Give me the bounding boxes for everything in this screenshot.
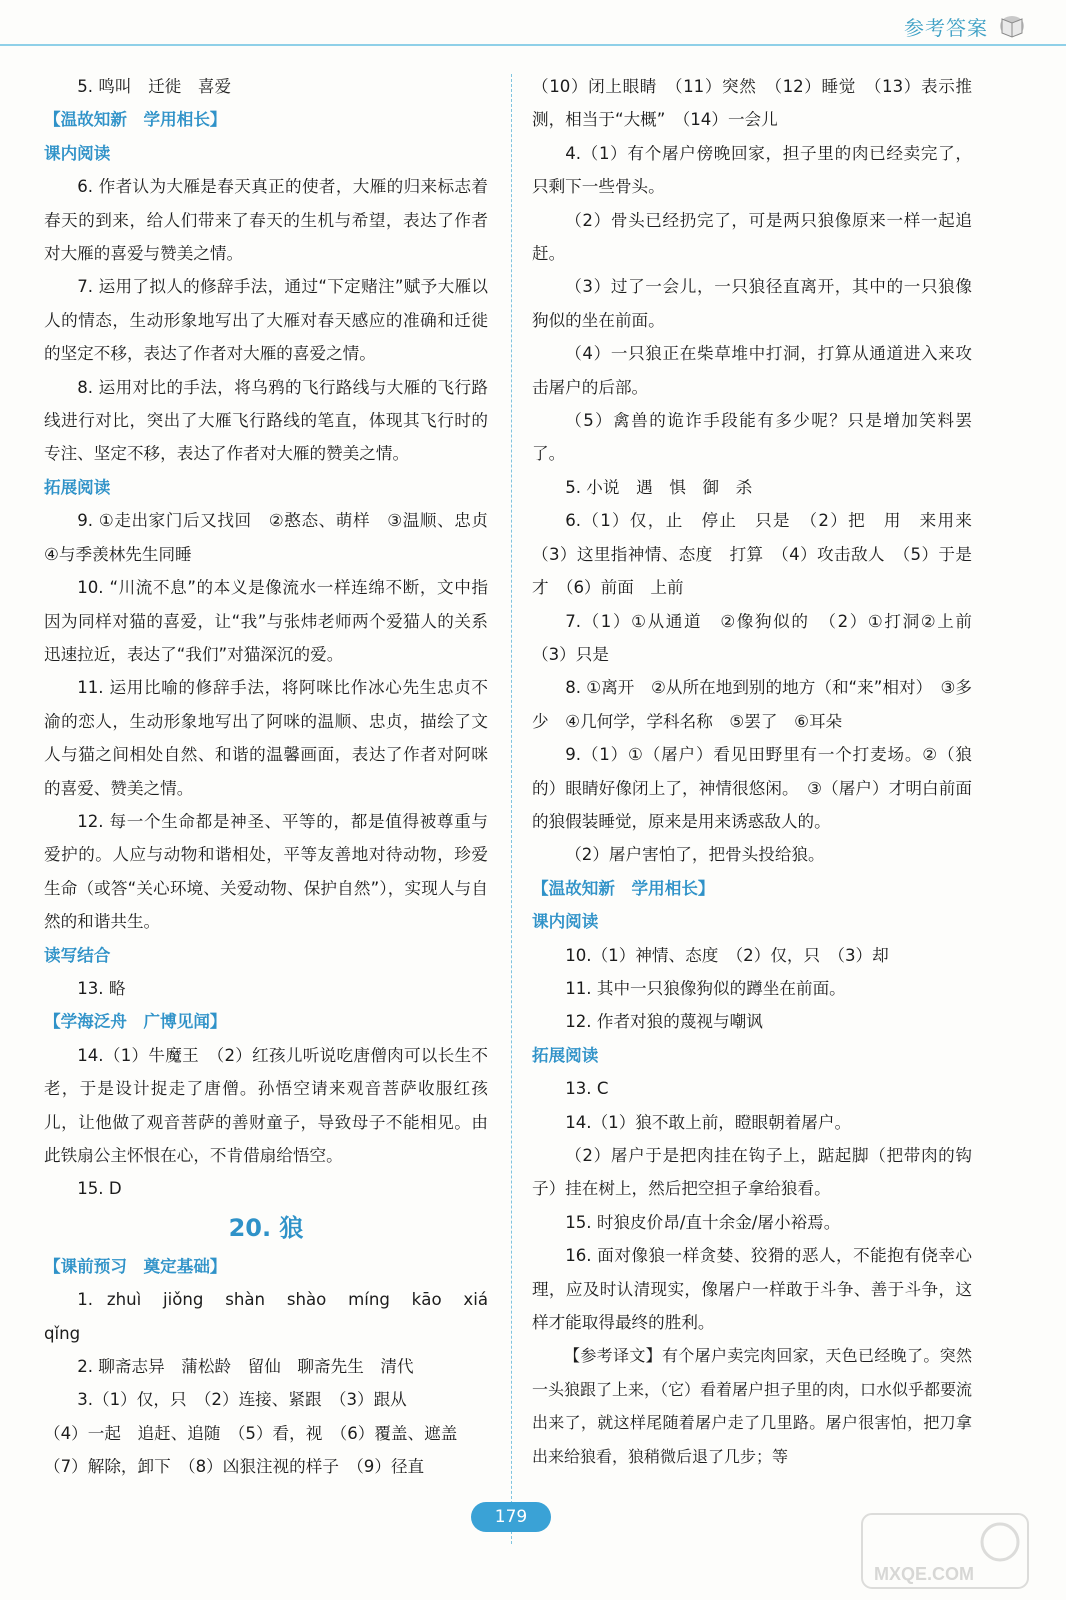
answer-paragraph: 12. 每一个生命都是神圣、平等的，都是值得被尊重与爱护的。人应与动物和谐相处，平等友善地对待动物，珍爱生命（或答“关心环境、关爱动物、保护自然”），实现人与自然的和谐共生。	[44, 811, 488, 932]
header-rule	[0, 44, 1066, 46]
answer-paragraph: 5. 鸣叫 迁徙 喜爱	[77, 77, 232, 96]
pinyin-answer: 1. zhuì jiǒng shàn shào míng kāo xiá qǐng	[44, 1290, 488, 1343]
answer-paragraph: （4）一起 追赶、追随 （5）看，视 （6）覆盖、遮盖	[44, 1423, 458, 1443]
answer-paragraph: 13. C	[565, 1079, 609, 1099]
answer-paragraph: 11. 其中一只狼像狗似的蹲坐在前面。	[565, 978, 846, 998]
answer-paragraph: 8. ①离开 ②从所在地到别的地方（和“来”相对） ③多少 ④几何学，学科名称 ⑤罢了 ⑥耳朵	[532, 678, 972, 731]
answer-paragraph: 7.（1）①从通道 ②像狗似的 （2）①打洞②上前 （3）只是	[532, 611, 989, 664]
answer-paragraph: 14.（1）狼不敢上前，瞪眼朝着屠户。	[565, 1112, 852, 1132]
answer-paragraph: 6. 作者认为大雁是春天真正的使者，大雁的归来标志着春天的到来，给人们带来了春天的生机与希望，表达了作者对大雁的喜爱与赞美之情。	[44, 177, 488, 264]
answer-paragraph: 6.（1）仅，止 停止 只是 （2）把 用 来用来 （3）这里指神情、态度 打算 （4）攻击敌人 （5）于是 才 （6）前面 上前	[532, 511, 989, 598]
answer-paragraph: 11. 运用比喻的修辞手法，将阿咪比作冰心先生忠贞不渝的恋人，生动形象地写出了阿咪的温顺、忠贞，描绘了文人与猫之间相处自然、和谐的温馨画面，表达了作者对阿咪的喜爱、赞美之情。	[44, 678, 488, 798]
answer-paragraph: （10）闭上眼睛 （11）突然 （12）睡觉 （13）表示推测，相当于“大概” （14）一会儿	[532, 77, 972, 130]
column-divider	[511, 74, 512, 1544]
subsection-heading: 读写结合	[44, 945, 111, 965]
answer-paragraph: 3.（1）仅，只 （2）连接、紧跟 （3）跟从	[77, 1390, 407, 1410]
watermark-text: MXQE.COM	[874, 1564, 975, 1584]
answer-paragraph: （4）一只狼正在柴草堆中打洞，打算从通道进入来攻击屠户的后部。	[532, 344, 972, 397]
answer-paragraph: （7）解除，卸下 （8）凶狠注视的样子 （9）径直	[44, 1457, 425, 1477]
section-heading: 【温故知新 学用相长】	[532, 878, 715, 898]
section-heading: 【温故知新 学用相长】	[44, 110, 227, 130]
answer-paragraph: 2. 聊斋志异 蒲松龄 留仙 聊斋先生 清代	[77, 1357, 414, 1377]
answer-paragraph: 10.（1）神情、态度 （2）仅，只 （3）却	[565, 945, 889, 965]
answer-paragraph: （2）屠户害怕了，把骨头投给狼。	[565, 845, 825, 865]
answer-paragraph: 7. 运用了拟人的修辞手法，通过“下定赌注”赋予大雁以人的情态，生动形象地写出了大雁对春天感应的准确和迁徙的坚定不移，表达了作者对大雁的喜爱之情。	[44, 277, 488, 364]
answer-paragraph: （2）骨头已经扔完了，可是两只狼像原来一样一起追赶。	[532, 210, 972, 264]
translation-paragraph: 【参考译文】有个屠户卖完肉回家，天色已经晚了。突然一头狼跟了上来，（它）看着屠户担子里的肉，口水似乎都要流出来了，就这样尾随着屠户走了几里路。屠户很害怕，把刀拿出来给狼看，狼稍微后退了几步；等	[532, 1346, 973, 1466]
answer-paragraph: 16. 面对像狼一样贪婪、狡猾的恶人，不能抱有侥幸心理，应及时认清现实，像屠户一样敢于斗争、善于斗争，这样才能取得最终的胜利。	[532, 1246, 972, 1333]
subsection-heading: 课内阅读	[44, 143, 111, 163]
answer-paragraph: （2）屠户于是把肉挂在钩子上，踮起脚（把带肉的钩子）挂在树上，然后把空担子拿给狼看。	[532, 1146, 972, 1199]
section-heading: 【学海泛舟 广博见闻】	[44, 1012, 227, 1032]
answer-paragraph: 15. D	[77, 1179, 122, 1199]
answer-paragraph: 4.（1）有个屠户傍晚回家，担子里的肉已经卖完了，只剩下一些骨头。	[532, 143, 972, 197]
answer-paragraph: 9. ①走出家门后又找回 ②憨态、萌样 ③温顺、忠贞 ④与季羡林先生同睡	[44, 511, 505, 564]
right-column	[532, 70, 989, 1473]
subsection-heading: 课内阅读	[532, 912, 599, 932]
answer-paragraph: 13. 略	[77, 978, 126, 998]
watermark-logo	[860, 1512, 1030, 1590]
answer-paragraph: 5. 小说 遇 惧 御 杀	[565, 477, 753, 497]
answer-paragraph: （5）禽兽的诡诈手段能有多少呢？只是增加笑料罢了。	[532, 411, 972, 464]
answer-paragraph: 12. 作者对狼的蔑视与嘲讽	[565, 1012, 763, 1032]
answer-paragraph: 8. 运用对比的手法，将乌鸦的飞行路线与大雁的飞行路线进行对比，突出了大雁飞行路线的笔直，体现其飞行时的专注、坚定不移，表达了作者对大雁的赞美之情。	[44, 377, 488, 464]
answer-paragraph: 10. “川流不息”的本义是像流水一样连绵不断，文中指因为同样对猫的喜爱，让“我”与张炜老师两个爱猫人的关系迅速拉近，表达了“我们”对猫深沉的爱。	[44, 578, 488, 664]
answer-paragraph: 15. 时狼皮价昂/直十余金/屠小裕焉。	[565, 1212, 841, 1232]
subsection-heading: 拓展阅读	[44, 477, 111, 497]
book-icon	[996, 13, 1026, 39]
left-column	[44, 70, 505, 1484]
subsection-heading: 拓展阅读	[532, 1045, 599, 1065]
page-header	[904, 8, 1026, 44]
header-title: 参考答案	[904, 15, 988, 40]
lesson-title: 20. 狼	[228, 1213, 304, 1242]
answer-paragraph: 9.（1）①（屠户）看见田野里有一个打麦场。②（狼的）眼睛好像闭上了，神情很悠闲。 ③（屠户）才明白前面的狼假装睡觉，原来是用来诱惑敌人的。	[532, 745, 972, 831]
answer-paragraph: （3）过了一会儿，一只狼径直离开，其中的一只狼像狗似的坐在前面。	[532, 277, 972, 330]
answer-paragraph: 14.（1）牛魔王 （2）红孩儿听说吃唐僧肉可以长生不老，于是设计捉走了唐僧。孙悟空请来观音菩萨收服红孩儿，让他做了观音菩萨的善财童子，导致母子不能相见。由此铁扇公主怀恨在心，不肯借扇给悟空。	[44, 1045, 488, 1165]
page-number: 179	[471, 1502, 551, 1532]
section-heading: 【课前预习 奠定基础】	[44, 1256, 227, 1276]
